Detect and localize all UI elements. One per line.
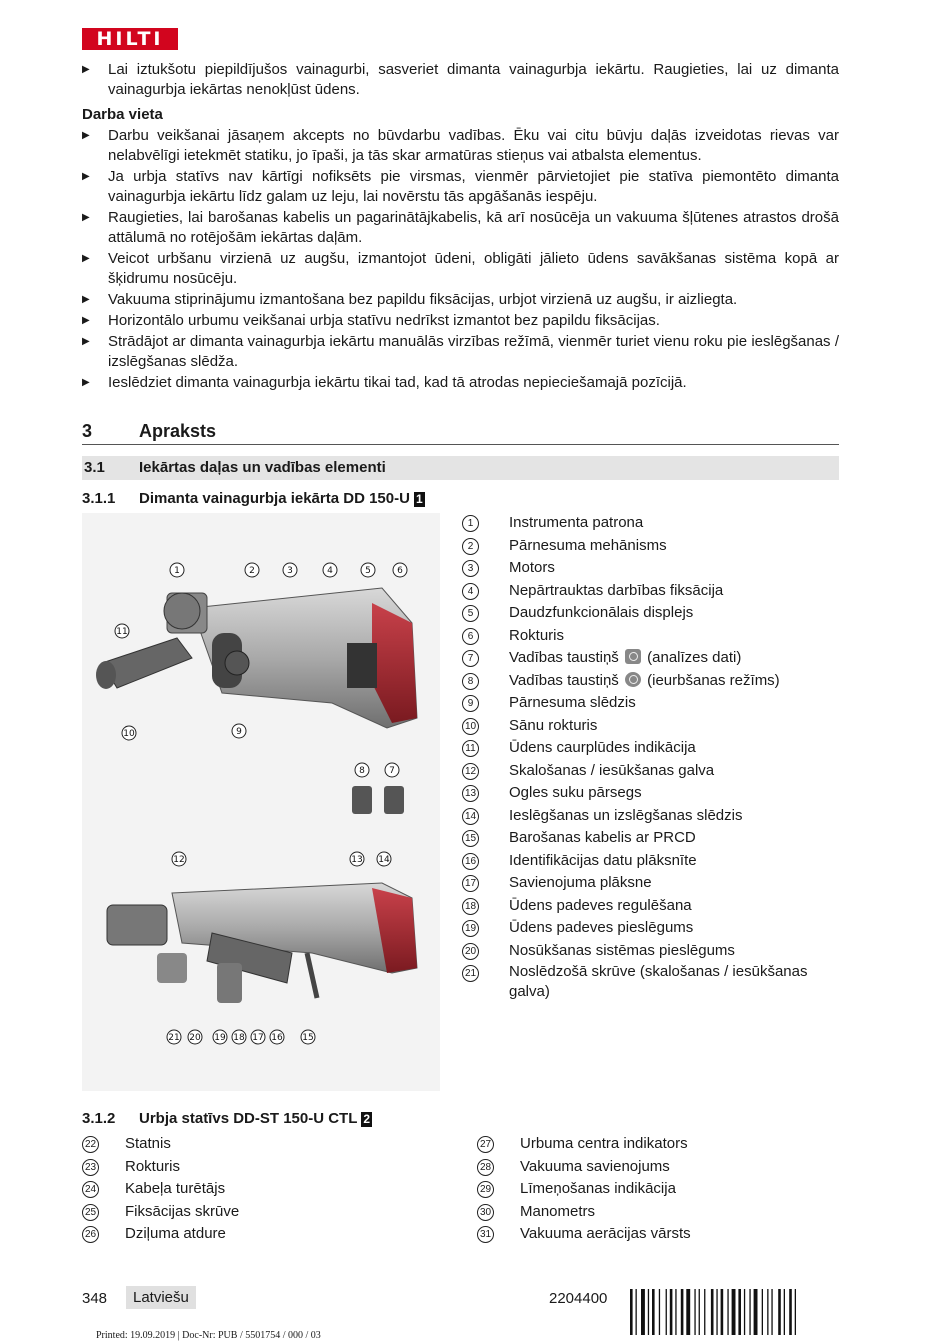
number-badge: 3: [462, 560, 479, 577]
number-badge: 28: [477, 1159, 494, 1176]
svg-text:12: 12: [173, 855, 185, 865]
number-badge: 26: [82, 1226, 99, 1243]
subsection-number: 3.1: [84, 459, 105, 476]
number-badge: 8: [462, 673, 479, 690]
list-item: 20 Nosūkšanas sistēmas pieslēgums: [462, 940, 842, 963]
barcode-bar: [738, 1289, 741, 1335]
svg-text:2: 2: [249, 566, 255, 576]
print-info: Printed: 19.09.2019 | Doc-Nr: PUB / 5501754 / 000 / 03: [96, 1330, 321, 1341]
language-badge: Latviešu: [126, 1286, 196, 1309]
safety-text: [82, 60, 839, 394]
svg-text:15: 15: [302, 1033, 314, 1043]
barcode-bar: [778, 1289, 781, 1335]
number-badge: 2: [462, 538, 479, 555]
callout-20: [188, 1030, 202, 1044]
barcode-bar: [732, 1289, 736, 1335]
number-badge: 13: [462, 785, 479, 802]
number-badge: 12: [462, 763, 479, 780]
number-badge: 23: [82, 1159, 99, 1176]
svg-text:21: 21: [168, 1033, 180, 1043]
list-item: 13 Ogles suku pārsegs: [462, 782, 842, 805]
barcode-bar: [659, 1289, 660, 1335]
list-item: 29 Līmeņošanas indikācija: [477, 1178, 807, 1201]
stand-parts-right: [477, 1133, 807, 1246]
number-badge: 6: [462, 628, 479, 645]
barcode-bar: [721, 1289, 724, 1335]
callout-15: [301, 1030, 315, 1044]
callout-16: [270, 1030, 284, 1044]
section-title: Apraksts: [139, 421, 217, 441]
barcode-bar: [630, 1289, 633, 1335]
list-item: 30 Manometrs: [477, 1201, 807, 1224]
device-figure: [82, 513, 440, 1091]
page-number: 348: [82, 1290, 108, 1307]
svg-text:17: 17: [252, 1033, 264, 1043]
list-item: 23 Rokturis: [82, 1156, 412, 1179]
subsubsection-title: Urbja statīvs DD-ST 150-U CTL: [139, 1110, 358, 1127]
list-item: ▶ Ieslēdziet dimanta vainagurbja iekārtu tikai tad, kad tā atrodas nepieciešamajā pozīcijā.: [82, 374, 687, 391]
barcode-bar: [704, 1289, 705, 1335]
svg-text:1: 1: [174, 566, 180, 576]
list-item: ▶ Ja urbja statīvs nav kārtīgi nofiksēts pie virsmas, vienmēr pārvietojiet pie statīva piemontēto dimanta vainagurbja iekārtu līdz galam uz leju, lai novērstu tās apgāšanās iespēju.: [82, 168, 839, 205]
drilling-mode-icon: [625, 672, 641, 687]
barcode-bar: [686, 1289, 690, 1335]
bullet-icon: ▶: [82, 336, 90, 347]
barcode-bar: [749, 1289, 750, 1335]
list-item: 17 Savienojuma plāksne: [462, 872, 842, 895]
number-badge: 5: [462, 605, 479, 622]
barcode: [630, 1289, 838, 1335]
section-number: 3: [82, 421, 93, 441]
barcode-bar: [744, 1289, 745, 1335]
barcode-bar: [711, 1289, 714, 1335]
list-item: 5 Daudzfunkcionālais displejs: [462, 602, 842, 625]
list-item: 8 Vadības taustiņš (ieurbšanas režīms): [462, 670, 842, 693]
number-badge: 22: [82, 1136, 99, 1153]
figure-ref: 2: [363, 1112, 371, 1126]
barcode-bar: [681, 1289, 684, 1335]
drill-top-view: [96, 588, 417, 814]
svg-text:16: 16: [271, 1033, 283, 1043]
number-badge: 20: [462, 943, 479, 960]
analysis-data-icon: [625, 649, 641, 664]
svg-text:7: 7: [389, 766, 395, 776]
list-item: ▶ Vakuuma stiprinājumu izmantošana bez papildu fiksācijas, urbjot virzienā uz augšu, ir aizliegta.: [82, 291, 738, 308]
barcode-bar: [754, 1289, 758, 1335]
number-badge: 27: [477, 1136, 494, 1153]
barcode-bar: [694, 1289, 695, 1335]
number-badge: 21: [462, 965, 479, 982]
barcode-bar: [641, 1289, 645, 1335]
workplace-heading: Darba vieta: [82, 106, 163, 123]
bullet-icon: ▶: [82, 64, 90, 75]
svg-text:18: 18: [233, 1033, 245, 1043]
callout-11: [115, 624, 129, 638]
number-badge: 7: [462, 650, 479, 667]
callout-9: [232, 724, 246, 738]
barcode-bar: [699, 1289, 700, 1335]
list-item: 2 Pārnesuma mehānisms: [462, 535, 842, 558]
barcode-bar: [675, 1289, 676, 1335]
section-heading: [82, 421, 839, 445]
list-item: 21 Noslēdzošā skrūve (skalošanas / iesūkšanas galva): [462, 962, 842, 1002]
list-item: 22 Statnis: [82, 1133, 412, 1156]
callout-13: [350, 852, 364, 866]
svg-text:5: 5: [365, 566, 371, 576]
barcode-bar: [789, 1289, 792, 1335]
callout-6: [393, 563, 407, 577]
svg-text:10: 10: [123, 729, 135, 739]
barcode-bar: [795, 1289, 796, 1335]
bullet-icon: ▶: [82, 171, 90, 182]
barcode-bar: [767, 1289, 768, 1335]
parts-list: [462, 512, 842, 1002]
svg-text:11: 11: [116, 627, 128, 637]
bullet-icon: ▶: [82, 315, 90, 326]
list-item: 4 Nepārtrauktas darbības fiksācija: [462, 580, 842, 603]
number-badge: 31: [477, 1226, 494, 1243]
list-item: 11 Ūdens caurplūdes indikācija: [462, 737, 842, 760]
svg-text:13: 13: [351, 855, 363, 865]
callout-8: [355, 763, 369, 777]
callout-14: [377, 852, 391, 866]
list-item: ▶ Strādājot ar dimanta vainagurbja iekārtu manuālās virzības režīmā, vienmēr turiet vienu roku pie ieslēgšanas / izslēgšanas slēdža.: [82, 333, 839, 370]
drill-illustration: [82, 513, 440, 1091]
number-badge: 4: [462, 583, 479, 600]
list-item: 25 Fiksācijas skrūve: [82, 1201, 412, 1224]
list-item: 27 Urbuma centra indikators: [477, 1133, 807, 1156]
list-item: 3 Motors: [462, 557, 842, 580]
callout-4: [323, 563, 337, 577]
hilti-logo: HILTI: [82, 28, 178, 50]
callout-5: [361, 563, 375, 577]
subsection-heading: [82, 456, 839, 480]
barcode-bar: [648, 1289, 649, 1335]
number-badge: 30: [477, 1204, 494, 1221]
list-item: 26 Dziļuma atdure: [82, 1223, 412, 1246]
callout-12: [172, 852, 186, 866]
barcode-bar: [652, 1289, 655, 1335]
number-badge: 17: [462, 875, 479, 892]
list-item: ▶ Raugieties, lai barošanas kabelis un pagarinātājkabelis, kā arī nosūcēja un vakuuma šļūtenes atrastos drošā attālumā no rotējošām iekārtas daļām.: [82, 209, 839, 246]
doc-number: 2204400: [549, 1290, 608, 1307]
list-item: ▶ Veicot urbšanu virzienā uz augšu, izmantojot ūdeni, obligāti jālieto ūdens savākšanas sistēma kopā ar šķidrumu nosūcēju.: [82, 250, 839, 287]
list-item: 7 Vadības taustiņš (analīzes dati): [462, 647, 842, 670]
callout-1: [170, 563, 184, 577]
callout-2: [245, 563, 259, 577]
barcode-bar: [636, 1289, 637, 1335]
number-badge: 1: [462, 515, 479, 532]
number-badge: 15: [462, 830, 479, 847]
subsubsection-title: Dimanta vainagurbja iekārta DD 150-U: [139, 490, 410, 507]
svg-text:19: 19: [214, 1033, 226, 1043]
bullet-icon: ▶: [82, 253, 90, 264]
bullet-icon: ▶: [82, 130, 90, 141]
list-item: 16 Identifikācijas datu plāksnīte: [462, 850, 842, 873]
svg-text:14: 14: [378, 855, 390, 865]
barcode-bar: [716, 1289, 717, 1335]
barcode-bar: [784, 1289, 785, 1335]
number-badge: 11: [462, 740, 479, 757]
callout-3: [283, 563, 297, 577]
number-badge: 9: [462, 695, 479, 712]
subsubsection-number: 3.1.2: [82, 1110, 116, 1127]
svg-text:8: 8: [359, 766, 365, 776]
number-badge: 16: [462, 853, 479, 870]
barcode-bar: [670, 1289, 673, 1335]
number-badge: 19: [462, 920, 479, 937]
list-item: 9 Pārnesuma slēdzis: [462, 692, 842, 715]
list-item: ▶ Darbu veikšanai jāsaņem akcepts no būvdarbu vadības. Ēku vai citu būvju daļās izveidotas rievas var nelabvēlīgi ietekmēt statiku, jo īpaši, ja tās skar armatūras stieņus vai atbalsta elementus.: [82, 127, 839, 164]
subsection-title: Iekārtas daļas un vadības elementi: [139, 459, 386, 476]
number-badge: 10: [462, 718, 479, 735]
subsubsection-number: 3.1.1: [82, 490, 116, 507]
list-item: 15 Barošanas kabelis ar PRCD: [462, 827, 842, 850]
svg-text:9: 9: [236, 727, 242, 737]
list-item: ▶ Lai iztukšotu piepildījušos vainagurbi, sasveriet dimanta vainagurbja iekārtu. Raugieties, lai uz dimanta vainagurbja iekārtas nenokļūst ūdens.: [82, 61, 839, 98]
figure-ref: 1: [415, 492, 423, 506]
barcode-bar: [762, 1289, 763, 1335]
drill-bottom-view: [107, 883, 417, 1003]
list-item: 1 Instrumenta patrona: [462, 512, 842, 535]
bullet-icon: ▶: [82, 377, 90, 388]
svg-text:20: 20: [189, 1033, 201, 1043]
callout-7: [385, 763, 399, 777]
svg-text:3: 3: [287, 566, 293, 576]
callout-10: [122, 726, 136, 740]
bullet-icon: ▶: [82, 212, 90, 223]
svg-text:6: 6: [397, 566, 403, 576]
list-item: 10 Sānu rokturis: [462, 715, 842, 738]
stand-parts-left: [82, 1133, 412, 1246]
svg-text:4: 4: [327, 566, 333, 576]
list-item: 28 Vakuuma savienojums: [477, 1156, 807, 1179]
list-item: ▶ Horizontālo urbumu veikšanai urbja statīvu nedrīkst izmantot bez papildu fiksācijas.: [82, 312, 660, 329]
callout-17: [251, 1030, 265, 1044]
number-badge: 14: [462, 808, 479, 825]
list-item: 31 Vakuuma aerācijas vārsts: [477, 1223, 807, 1246]
callout-19: [213, 1030, 227, 1044]
callout-21: [167, 1030, 181, 1044]
list-item: 12 Skalošanas / iesūkšanas galva: [462, 760, 842, 783]
barcode-bar: [771, 1289, 772, 1335]
barcode-bar: [727, 1289, 728, 1335]
barcode-bar: [666, 1289, 667, 1335]
callout-18: [232, 1030, 246, 1044]
list-item: 6 Rokturis: [462, 625, 842, 648]
bullet-icon: ▶: [82, 294, 90, 305]
list-item: 18 Ūdens padeves regulēšana: [462, 895, 842, 918]
list-item: 14 Ieslēgšanas un izslēgšanas slēdzis: [462, 805, 842, 828]
number-badge: 29: [477, 1181, 494, 1198]
list-item: 19 Ūdens padeves pieslēgums: [462, 917, 842, 940]
number-badge: 18: [462, 898, 479, 915]
number-badge: 24: [82, 1181, 99, 1198]
list-item: 24 Kabeļa turētājs: [82, 1178, 412, 1201]
number-badge: 25: [82, 1204, 99, 1221]
